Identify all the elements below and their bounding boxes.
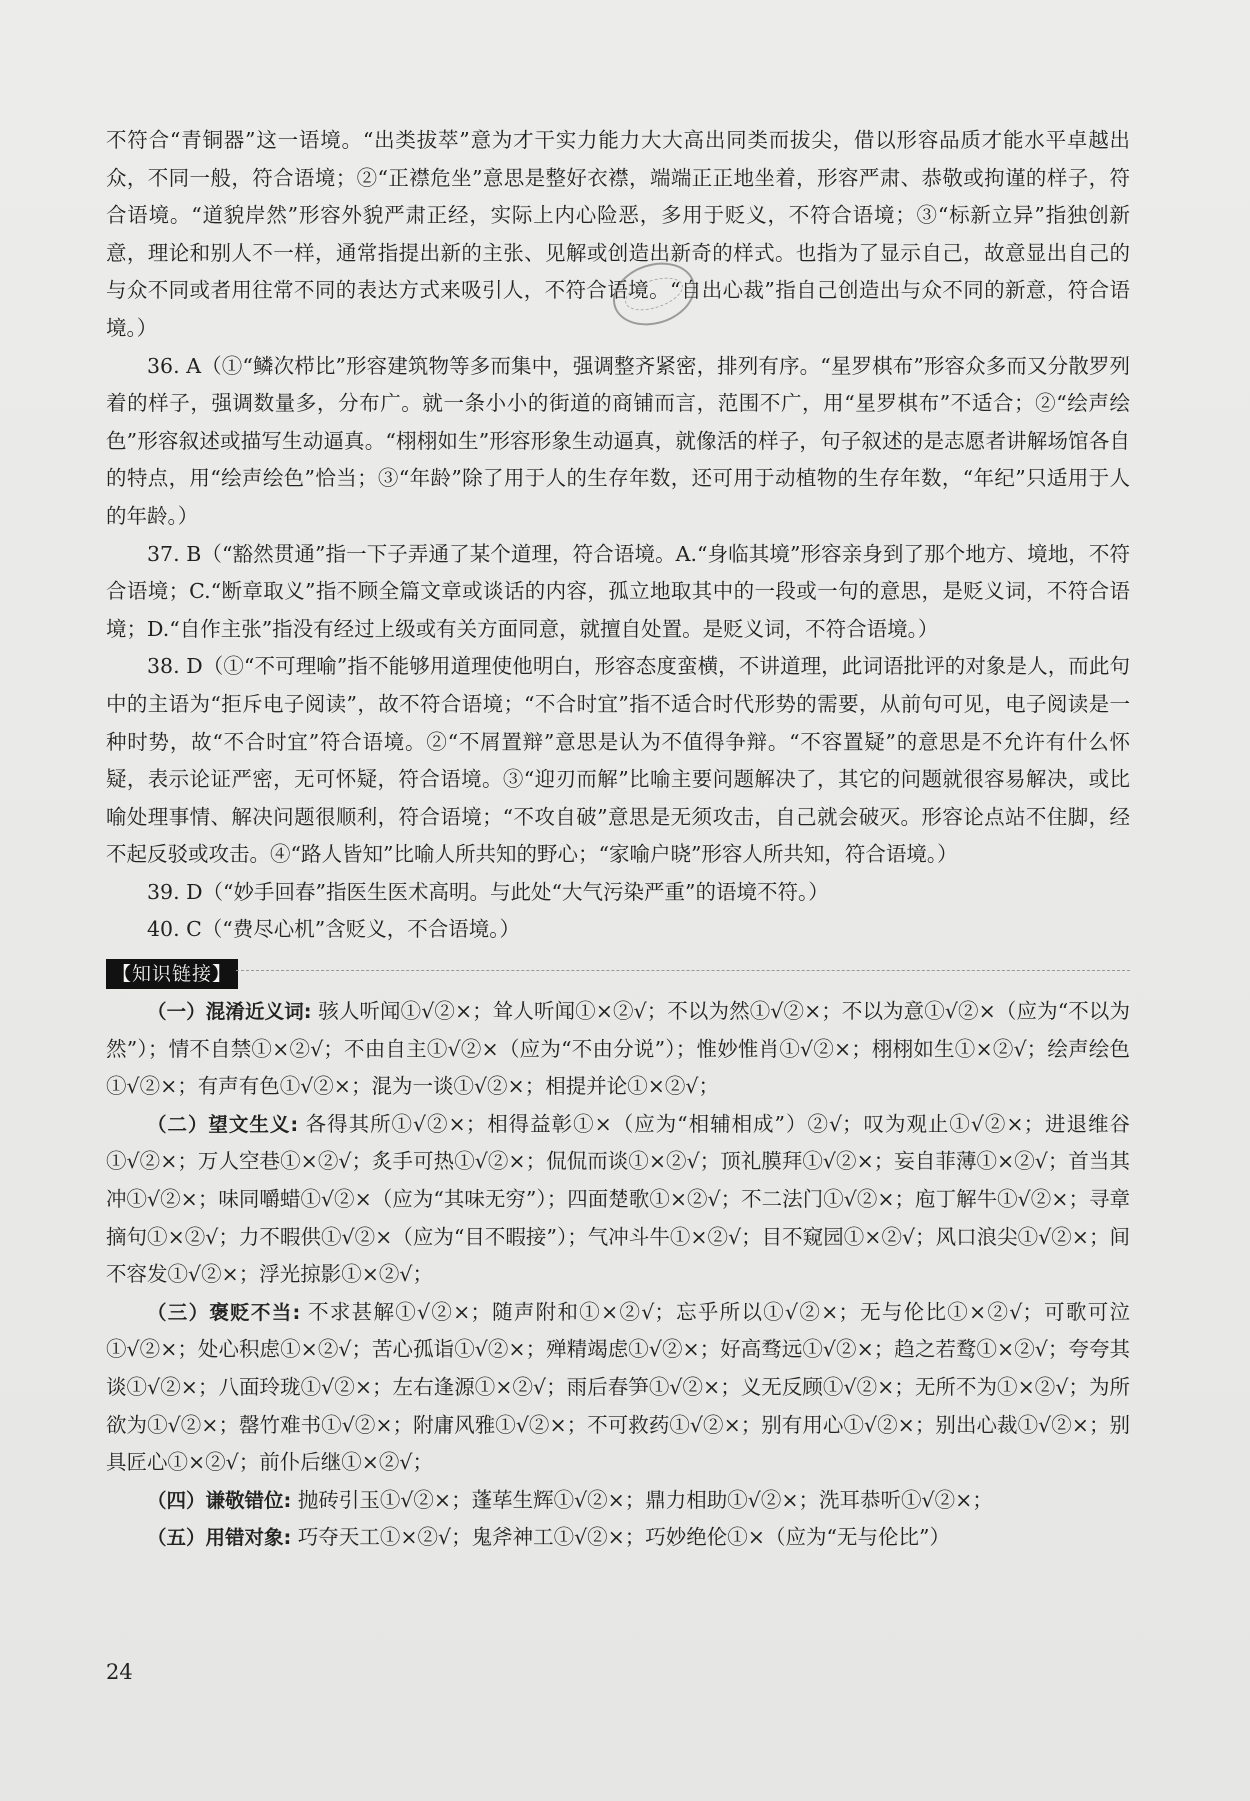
section-1 — [106, 993, 1130, 1106]
section-body: 不求甚解①√②×；随声附和①×②√；忘乎所以①√②×；无与伦比①×②√；可歌可泣①√②×；处心积虑①×②√；苦心孤诣①√②×；殚精竭虑①√②×；好高骛远①√②×；趋之若鹜①×②√；夸夸其谈①√②×；八面玲珑①√②×；左右逢源①×②√；雨后春笋①√②×；义无反顾①√②×；无所不为①×②√；为所欲为①√②×；罄竹难书①√②×；附庸风雅①√②×；不可救药①√②×；别有用心①√②×；别出心裁①√②×；别具匠心①×②√；前仆后继①×②√； — [106, 1299, 1130, 1475]
section-heading: （四）谦敬错位: — [147, 1488, 292, 1512]
section-body: 各得其所①√②×；相得益彰①×（应为“相辅相成”）②√；叹为观止①√②×；进退维谷①√②×；万人空巷①×②√；炙手可热①√②×；侃侃而谈①×②√；顶礼膜拜①√②×；妄自菲薄①×②√；首当其冲①√②×；味同嚼蜡①√②×（应为“其味无穷”）；四面楚歌①×②√；不二法门①√②×；庖丁解牛①√②×；寻章摘句①×②√；力不暇供①√②×（应为“目不暇接”）；气冲斗牛①×②√；目不窥园①×②√；风口浪尖①√②×；间不容发①√②×；浮光掠影①×②√； — [106, 1111, 1130, 1287]
section-2 — [106, 1106, 1130, 1294]
answer-37: 37. B（“豁然贯通”指一下子弄通了某个道理，符合语境。A.“身临其境”形容亲身到了那个地方、境地，不符合语境；C.“断章取义”指不顾全篇文章或谈话的内容，孤立地取其中的一段或一句的意思，是贬义词，不符合语境；D.“自作主张”指没有经过上级或有关方面同意，就擅自处置。是贬义词，不符合语境。） — [106, 541, 1130, 641]
answer-39: 39. D（“妙手回春”指医生医术高明。与此处“大气污染严重”的语境不符。） — [147, 879, 829, 904]
knowledge-link-header — [106, 955, 1130, 989]
section-5 — [106, 1519, 1130, 1557]
section-3 — [106, 1294, 1130, 1482]
section-body: 巧夺天工①×②√；鬼斧神工①√②×；巧妙绝伦①×（应为“无与伦比”） — [291, 1525, 950, 1550]
answer-38: 38. D（①“不可理喻”指不能够用道理使他明白，形容态度蛮横，不讲道理，此词语批评的对象是人，而此句中的主语为“拒斥电子阅读”，故不符合语境；“不合时宜”指不适合时代形势的需要，从前句可见，电子阅读是一种时势，故“不合时宜”符合语境。②“不屑置辩”意思是认为不值得争辩。“不容置疑”的意思是不允许有什么怀疑，表示论证严密，无可怀疑，符合语境。③“迎刃而解”比喻主要问题解决了，其它的问题就很容易解决，或比喻处理事情、解决问题很顺利，符合语境；“不攻自破”意思是无须攻击，自己就会破灭。形容论点站不住脚，经不起反驳或攻击。④“路人皆知”比喻人所共知的野心；“家喻户晓”形容人所共知，符合语境。） — [106, 654, 1130, 867]
section-4 — [106, 1482, 1130, 1520]
section-body: 骇人听闻①√②×；耸人听闻①×②√；不以为然①√②×；不以为意①√②×（应为“不以为然”）；情不自禁①×②√；不由自主①√②×（应为“不由分说”）；惟妙惟肖①√②×；栩栩如生①×②√；绘声绘色①√②×；有声有色①√②×；混为一谈①√②×；相提并论①×②√； — [106, 999, 1130, 1099]
page-content — [106, 122, 1130, 1557]
page-number: 24 — [106, 1660, 133, 1684]
section-heading: （三）褒贬不当: — [147, 1300, 301, 1324]
knowledge-link-tag: 【知识链接】 — [106, 959, 238, 989]
paragraph-continuation: 不符合“青铜器”这一语境。“出类拔萃”意为才干实力能力大大高出同类而拔尖，借以形容品质才能水平卓越出众，不同一般，符合语境；②“正襟危坐”意思是整好衣襟，端端正正地坐着，形容严肃、恭敬或拘谨的样子，符合语境。“道貌岸然”形容外貌严肃正经，实际上内心险恶，多用于贬义，不符合语境；③“标新立异”指独创新意，理论和别人不一样，通常指提出新的主张、见解或创造出新奇的样式。也指为了显示自己，故意显出自己的与众不同或者用往常不同的表达方式来吸引人，不符合语境。“自出心裁”指自己创造出与众不同的新意，符合语境。） — [106, 128, 1130, 340]
section-heading: （二）望文生义: — [147, 1112, 299, 1136]
divider — [236, 970, 1130, 971]
answer-40: 40. C（“费尽心机”含贬义，不合语境。） — [147, 917, 521, 942]
section-heading: （五）用错对象: — [147, 1526, 292, 1550]
section-body: 抛砖引玉①√②×；蓬荜生辉①√②×；鼎力相助①√②×；洗耳恭听①√②×； — [291, 1487, 993, 1512]
section-heading: （一）混淆近义词: — [147, 1000, 312, 1024]
answer-36: 36. A（①“鳞次栉比”形容建筑物等多而集中，强调整齐紧密，排列有序。“星罗棋布”形容众多而又分散罗列着的样子，强调数量多，分布广。就一条小小的街道的商铺而言，范围不广，用“星罗棋布”不适合；②“绘声绘色”形容叙述或描写生动逼真。“栩栩如生”形容形象生动逼真，就像活的样子，句子叙述的是志愿者讲解场馆各自的特点，用“绘声绘色”恰当；③“年龄”除了用于人的生存年数，还可用于动植物的生存年数，“年纪”只适用于人的年龄。） — [106, 353, 1130, 528]
